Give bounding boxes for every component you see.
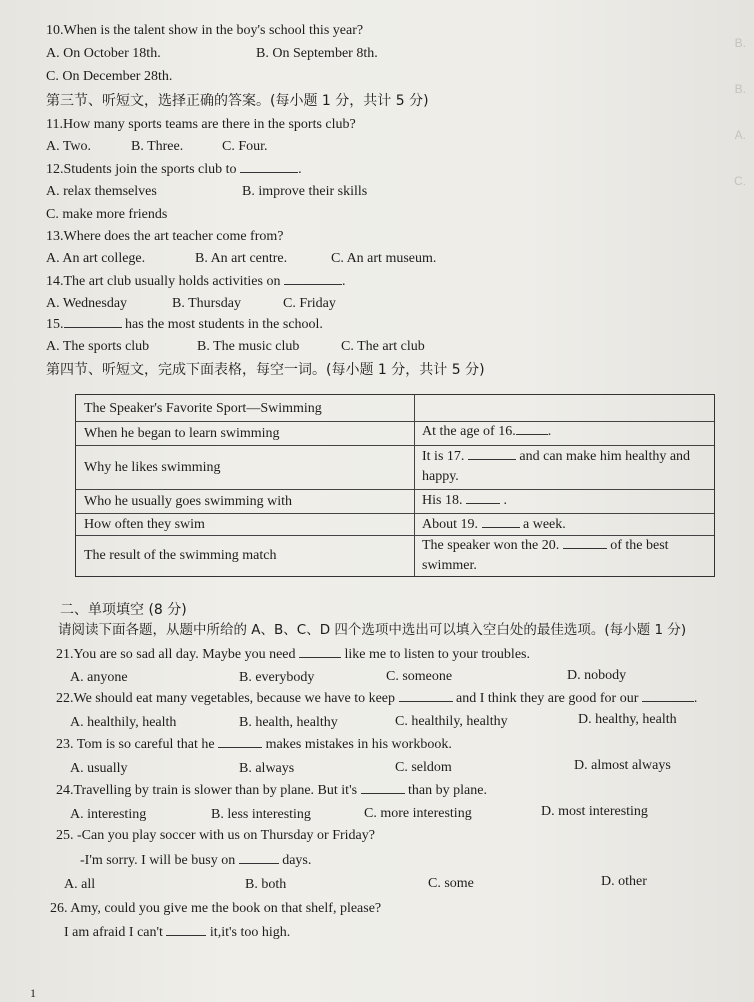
table-row xyxy=(76,513,714,535)
section-4-heading: 第四节、听短文，完成下面表格，每空一词。(每小题 1 分，共计 5 分) xyxy=(46,362,485,378)
q22-option-d: D. healthy, health xyxy=(578,712,677,727)
question-14: 14.The art club usually holds activities on . xyxy=(46,274,346,289)
question-24: 24.Travelling by train is slower than by plane. But it's than by plane. xyxy=(56,783,487,798)
section-3-heading: 第三节、听短文，选择正确的答案。(每小题 1 分，共计 5 分) xyxy=(46,93,429,109)
q11-option-a: A. Two. xyxy=(46,139,92,154)
q14-option-a: A. Wednesday xyxy=(46,296,128,311)
q21-option-a: A. anyone xyxy=(70,670,128,685)
q23-option-a: A. usually xyxy=(70,761,128,776)
q24-option-d: D. most interesting xyxy=(541,804,648,819)
q12-option-c: C. make more friends xyxy=(46,207,168,222)
q12-option-a: A. relax themselves xyxy=(46,184,157,199)
row-value: At the age of 16. . xyxy=(422,424,552,439)
table-row xyxy=(76,421,714,445)
table-divider xyxy=(414,395,415,576)
q23-option-d: D. almost always xyxy=(574,758,671,773)
table-row xyxy=(76,445,714,489)
row-label: Why he likes swimming xyxy=(84,460,221,475)
q24-option-b: B. less interesting xyxy=(211,807,311,822)
q10-option-c: C. On December 28th. xyxy=(46,69,173,84)
q22-option-a: A. healthily, health xyxy=(70,715,177,730)
row-label: How often they swim xyxy=(84,517,205,532)
row-value: About 19. a week. xyxy=(422,517,566,532)
q13-option-c: C. An art museum. xyxy=(331,251,437,266)
q15-option-c: C. The art club xyxy=(341,339,425,354)
part-2-heading: 二、单项填空 (8 分) xyxy=(60,602,187,618)
question-12: 12.Students join the sports club to . xyxy=(46,162,302,177)
row-label: Who he usually goes swimming with xyxy=(84,494,293,509)
table-row xyxy=(76,535,714,576)
q15-option-a: A. The sports club xyxy=(46,339,150,354)
part-2-instructions: 请阅读下面各题，从题中所给的 A、B、C、D 四个选项中选出可以填入空白处的最佳选项。(每小题 1 分) xyxy=(58,622,687,638)
q22-option-b: B. health, healthy xyxy=(239,715,338,730)
q15-option-b: B. The music club xyxy=(197,339,300,354)
q13-option-b: B. An art centre. xyxy=(195,251,288,266)
page-mark: 1 xyxy=(30,986,36,1000)
question-25: 25. -Can you play soccer with us on Thursday or Friday? xyxy=(56,828,375,843)
question-25-reply: -I'm sorry. I will be busy on days. xyxy=(80,853,312,868)
q13-option-a: A. An art college. xyxy=(46,251,146,266)
q14-option-b: B. Thursday xyxy=(172,296,241,311)
q25-option-b: B. both xyxy=(245,877,287,892)
q23-option-c: C. seldom xyxy=(395,760,452,775)
q21-option-d: D. nobody xyxy=(567,668,627,683)
q11-option-b: B. Three. xyxy=(131,139,184,154)
q14-option-c: C. Friday xyxy=(283,296,336,311)
bleed-through-text: B. B. A. C. xyxy=(734,36,746,188)
table-title: The Speaker's Favorite Sport—Swimming xyxy=(84,401,322,416)
q24-option-a: A. interesting xyxy=(70,807,147,822)
q10-option-b: B. On September 8th. xyxy=(256,46,378,61)
q22-option-c: C. healthily, healthy xyxy=(395,714,508,729)
question-13: 13.Where does the art teacher come from? xyxy=(46,229,284,244)
table-row xyxy=(76,489,714,513)
question-11: 11.How many sports teams are there in the sports club? xyxy=(46,117,356,132)
question-22: 22.We should eat many vegetables, because we have to keep and I think they are good for our . xyxy=(56,691,698,706)
q25-option-c: C. some xyxy=(428,876,474,891)
question-21: 21.You are so sad all day. Maybe you need like me to listen to your troubles. xyxy=(56,647,530,662)
row-value: It is 17. and can make him healthy and happy. xyxy=(422,449,691,484)
listening-table xyxy=(75,394,715,577)
row-label: When he began to learn swimming xyxy=(84,426,280,441)
row-label: The result of the swimming match xyxy=(84,548,277,563)
q21-option-b: B. everybody xyxy=(239,670,315,685)
question-15: 15. has the most students in the school. xyxy=(46,317,323,332)
row-value: His 18. . xyxy=(422,493,507,508)
question-10: 10.When is the talent show in the boy's school this year? xyxy=(46,23,364,38)
q12-option-b: B. improve their skills xyxy=(242,184,368,199)
q23-option-b: B. always xyxy=(239,761,295,776)
question-26-reply: I am afraid I can't it,it's too high. xyxy=(64,925,291,940)
question-23: 23. Tom is so careful that he makes mistakes in his workbook. xyxy=(56,737,452,752)
row-value: The speaker won the 20. of the best swimmer. xyxy=(422,538,669,573)
q24-option-c: C. more interesting xyxy=(364,806,472,821)
q21-option-c: C. someone xyxy=(386,669,453,684)
q11-option-c: C. Four. xyxy=(222,139,268,154)
q25-option-a: A. all xyxy=(64,877,96,892)
question-26: 26. Amy, could you give me the book on that shelf, please? xyxy=(50,901,382,916)
q25-option-d: D. other xyxy=(601,874,647,889)
q10-option-a: A. On October 18th. xyxy=(46,46,161,61)
